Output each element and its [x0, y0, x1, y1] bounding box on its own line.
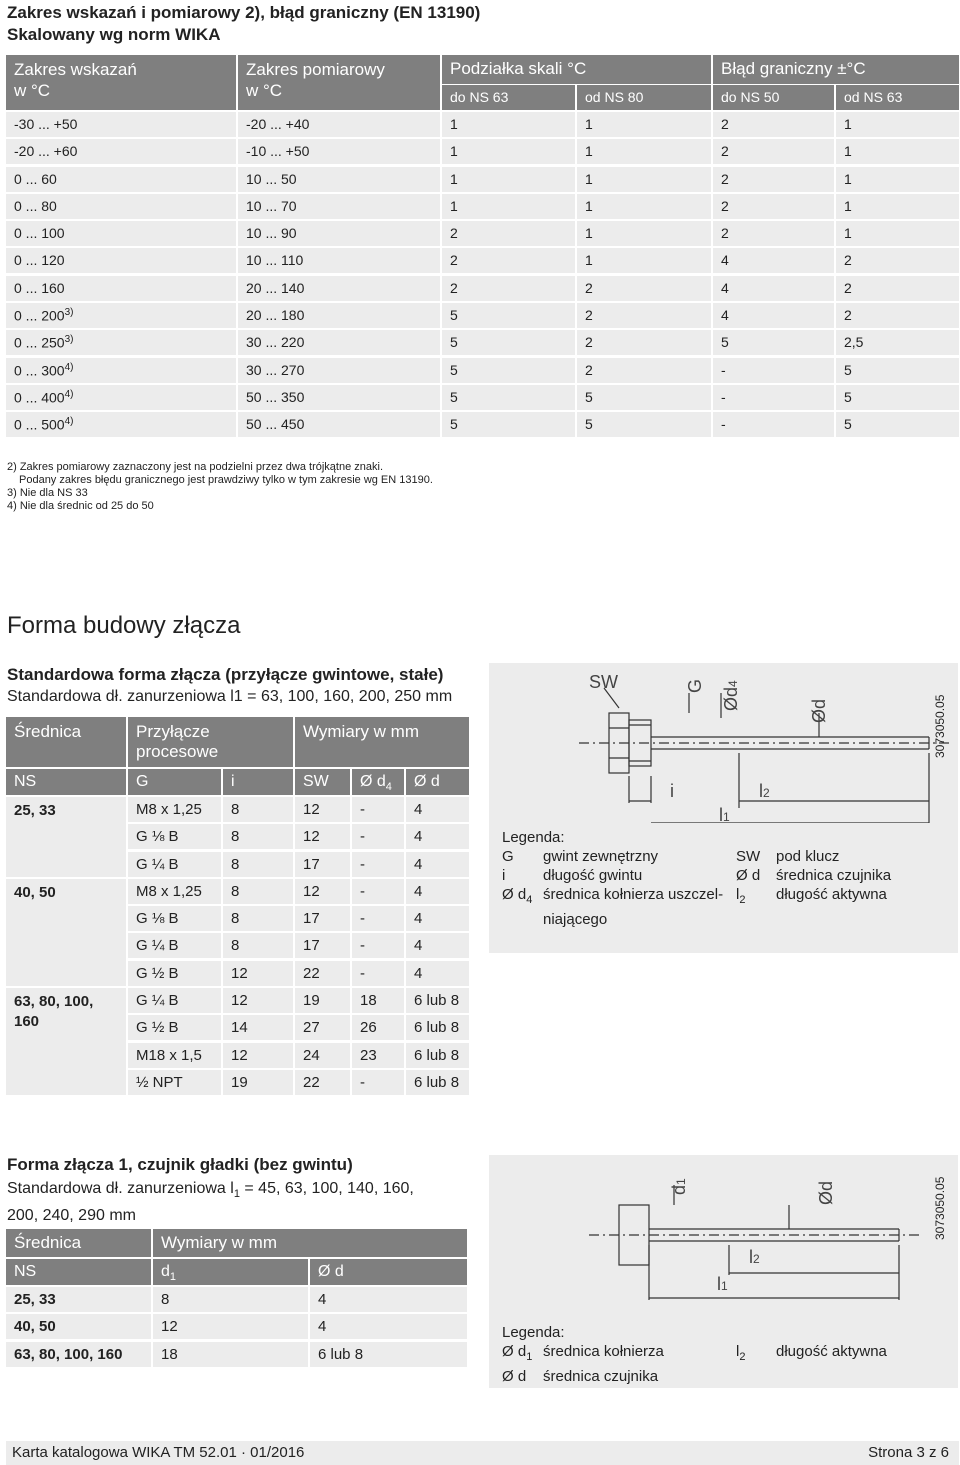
header-process-connection: Przyłącze procesowe: [128, 717, 293, 767]
table-cell: 1: [577, 221, 711, 246]
sub-header-2: od NS 80: [577, 85, 711, 110]
legend-item: i długość gwintu: [502, 867, 643, 884]
sub-sw: SW: [295, 769, 350, 795]
label-d1: d1: [669, 1178, 689, 1195]
table-row: [6, 1342, 467, 1369]
table-cell: 1: [836, 139, 959, 164]
table-cell: 5: [442, 358, 575, 383]
table-cell: 10 ... 50: [238, 167, 440, 192]
table-cell: 5: [836, 385, 959, 410]
table-cell: 10 ... 70: [238, 194, 440, 219]
table-cell: 2: [713, 112, 834, 137]
table-cell: 4: [310, 1314, 467, 1339]
section2-immersion: Standardowa dł. zanurzeniowa $l_1 = 45$, 63, 100, 140, 160, 200, 240, 290 mm: [7, 1180, 414, 1225]
legend-item: Ø d średnica czujnika: [736, 867, 892, 884]
table-cell: 6 lub 8: [406, 1043, 469, 1068]
table-cell: 27: [295, 1015, 350, 1040]
drawing-panel-1: [489, 663, 958, 953]
label-l1: l1: [717, 1274, 728, 1294]
label-l2: l2: [759, 781, 770, 801]
section-title: Forma budowy złącza: [7, 612, 241, 639]
table-cell: 5: [836, 412, 959, 437]
table-row: [6, 328, 959, 355]
table-cell: 22: [295, 1070, 350, 1095]
table-cell: 1: [836, 167, 959, 192]
table-cell: G ⅛ B: [128, 906, 221, 931]
table-cell: 4: [406, 797, 469, 822]
table-row: [6, 192, 959, 219]
header-diameter: Średnica: [6, 1229, 151, 1257]
table-cell: 5: [577, 412, 711, 437]
table-cell: 30 ... 220: [238, 330, 440, 355]
table-cell: 1: [442, 194, 575, 219]
table-cell: 63, 80, 100, 160: [6, 1342, 151, 1367]
footnotes: [7, 461, 607, 513]
header-dimensions: Wymiary w mm: [295, 717, 469, 767]
table-row: [6, 383, 959, 410]
section2-heading: Forma złącza 1, czujnik gładki (bez gwintu): [7, 1155, 353, 1174]
table-cell: -: [713, 385, 834, 410]
table-cell: 8: [223, 933, 293, 958]
table-cell: -: [713, 412, 834, 437]
sub-d: Ø d: [406, 769, 469, 795]
table-cell: -: [352, 933, 404, 958]
legend-1-right: [736, 847, 891, 910]
table-cell: 0 ... 300$^{4)}$: [6, 358, 236, 383]
sub-ns: NS: [6, 769, 126, 795]
header-error-limit: Błąd graniczny ±°C: [713, 55, 959, 84]
table-cell: G ⅛ B: [128, 824, 221, 849]
table-cell: 0 ... 400$^{4)}$: [6, 385, 236, 410]
table-cell: 5: [442, 412, 575, 437]
table-cell: 12: [295, 879, 350, 904]
table-cell: 10 ... 90: [238, 221, 440, 246]
table-cell: 2: [836, 303, 959, 328]
legend-item: SW pod klucz: [736, 848, 840, 865]
table-row: [6, 165, 959, 192]
table-cell: M18 x 1,5: [128, 1043, 221, 1068]
legend-item: G gwint zewnętrzny: [502, 848, 659, 865]
table-cell: 1: [577, 194, 711, 219]
table-cell: 20 ... 140: [238, 276, 440, 301]
flange-drawing: [489, 1155, 958, 1305]
table-cell: -: [352, 961, 404, 986]
label-i: i: [670, 781, 674, 801]
table-cell: 19: [223, 1070, 293, 1095]
table-cell: 14: [223, 1015, 293, 1040]
sub-header-4: od NS 63: [836, 85, 959, 110]
table-row: [6, 1287, 467, 1314]
footnote: 2) Zakres pomiarowy zaznaczony jest na podzielni przez dwa trójkątne znaki.: [7, 461, 384, 473]
table-cell: 2: [577, 303, 711, 328]
drawing-code: 3073050.05: [933, 1176, 947, 1240]
table-cell: 0 ... 60: [6, 167, 236, 192]
table-cell: G ½ B: [128, 961, 221, 986]
connection-table-body: [6, 797, 469, 1097]
table-cell: ½ NPT: [128, 1070, 221, 1095]
table-cell: 2: [577, 330, 711, 355]
table-cell: 0 ... 500$^{4)}$: [6, 412, 236, 437]
label-sw: SW: [589, 672, 618, 692]
label-l2: l2: [749, 1247, 760, 1267]
table-cell: M8 x 1,25: [128, 879, 221, 904]
table-cell: -20 ... +60: [6, 139, 236, 164]
table-cell: 17: [295, 906, 350, 931]
table-cell: 2: [577, 358, 711, 383]
table-row: [6, 301, 959, 328]
legend-1: [502, 828, 723, 929]
sub-ns: NS: [6, 1259, 151, 1285]
table-cell: -: [352, 824, 404, 849]
table-cell: -: [352, 879, 404, 904]
table-cell: 12: [295, 824, 350, 849]
table-cell: 1: [577, 139, 711, 164]
table-cell: 5: [836, 358, 959, 383]
table-cell: 4: [406, 879, 469, 904]
table-cell: 4: [713, 248, 834, 273]
legend-2-right: [736, 1342, 887, 1367]
table-cell: 20 ... 180: [238, 303, 440, 328]
table-cell: G ¼ B: [128, 933, 221, 958]
table-cell: -: [352, 906, 404, 931]
label-d: Ød: [809, 698, 829, 723]
table-row: [6, 246, 959, 273]
table-cell: 18: [153, 1342, 308, 1367]
table-cell: 24: [295, 1043, 350, 1068]
header-display-range: Zakres wskazań w °C: [6, 55, 236, 110]
header-measuring-range: Zakres pomiarowy w °C: [238, 55, 440, 110]
table-cell: -: [713, 358, 834, 383]
table-cell: 6 lub 8: [406, 1015, 469, 1040]
table-cell: 12: [223, 961, 293, 986]
table-cell: 12: [153, 1314, 308, 1339]
table-cell: 2: [442, 221, 575, 246]
sub-i: i: [223, 769, 293, 795]
table-cell: 1: [442, 167, 575, 192]
table-cell: 8: [153, 1287, 308, 1312]
table-cell: 8: [223, 797, 293, 822]
table-cell: 2,5: [836, 330, 959, 355]
table-cell: 2: [713, 194, 834, 219]
table-cell: 1: [577, 112, 711, 137]
table-cell: 4: [406, 961, 469, 986]
drawing-panel-2: [489, 1155, 958, 1388]
table-cell: -: [352, 797, 404, 822]
table-cell: -: [352, 852, 404, 877]
table-cell: 2: [713, 139, 834, 164]
table-cell: 0 ... 250$^{3)}$: [6, 330, 236, 355]
table-cell: 18: [352, 988, 404, 1013]
label-d: Ød: [816, 1180, 836, 1205]
table-cell: G ¼ B: [128, 852, 221, 877]
table-cell: 5: [442, 303, 575, 328]
table-cell: 1: [577, 248, 711, 273]
flange-table-body: [6, 1287, 467, 1369]
table-row: [6, 137, 959, 164]
table-cell: 8: [223, 824, 293, 849]
table-cell: 1: [442, 112, 575, 137]
table-cell: 22: [295, 961, 350, 986]
footnote: 4) Nie dla średnic od 25 do 50: [7, 500, 154, 512]
range-table-body: [6, 110, 959, 438]
table-cell: 1: [577, 167, 711, 192]
table-cell: 2: [836, 276, 959, 301]
label-l1: l1: [719, 805, 730, 823]
table-cell: 2: [442, 248, 575, 273]
table-cell: 1: [836, 194, 959, 219]
legend-item: Ø d średnica czujnika: [502, 1368, 659, 1385]
header-diameter: Średnica: [6, 717, 126, 767]
table-cell: M8 x 1,25: [128, 797, 221, 822]
sub-header-1: do NS 63: [442, 85, 575, 110]
table-cell: 6 lub 8: [406, 1070, 469, 1095]
table-cell: 2: [836, 248, 959, 273]
header-scale-division: Podziałka skali °C: [442, 55, 711, 84]
table-cell-ns: 63, 80, 100, 160: [6, 988, 126, 1095]
label-d4: Ød4: [721, 680, 741, 711]
table-cell: 5: [442, 385, 575, 410]
table-cell: 0 ... 80: [6, 194, 236, 219]
footnote: Podany zakres błędu granicznego jest prawdziwy tylko w tym zakresie wg EN 13190.: [19, 474, 433, 486]
table-cell: 50 ... 450: [238, 412, 440, 437]
section1-immersion: Standardowa dł. zanurzeniowa l1 = 63, 100, 160, 200, 250 mm: [7, 688, 453, 705]
table-cell: 17: [295, 933, 350, 958]
table-cell: -30 ... +50: [6, 112, 236, 137]
table-row: [6, 110, 959, 137]
table-row: [6, 219, 959, 246]
connection-drawing: [489, 663, 958, 823]
table-cell: 4: [406, 852, 469, 877]
table-cell: 8: [223, 906, 293, 931]
table-cell: 0 ... 160: [6, 276, 236, 301]
table-cell: 40, 50: [6, 1314, 151, 1339]
table-row: [6, 1314, 467, 1341]
table-cell: 50 ... 350: [238, 385, 440, 410]
legend-item: $l_2$ długość aktywna: [736, 886, 887, 906]
table-cell: -20 ... +40: [238, 112, 440, 137]
legend-title: Legenda:: [502, 1324, 565, 1341]
table-cell: G ½ B: [128, 1015, 221, 1040]
title-line-1: Zakres wskazań i pomiarowy 2), błąd graniczny (EN 13190): [7, 3, 481, 22]
table-cell: 12: [223, 988, 293, 1013]
footer-left: Karta katalogowa WIKA TM 52.01 · 01/2016: [12, 1444, 305, 1461]
table-cell: 5: [713, 330, 834, 355]
table-cell: 4: [406, 906, 469, 931]
table-cell: 25, 33: [6, 1287, 151, 1312]
label-g: G: [685, 678, 705, 693]
range-table-header: [6, 55, 959, 110]
table-cell: 23: [352, 1043, 404, 1068]
table-cell: 17: [295, 852, 350, 877]
table-cell: G ¼ B: [128, 988, 221, 1013]
sub-g: G: [128, 769, 221, 795]
page-title: [7, 2, 480, 46]
table-cell: 2: [442, 276, 575, 301]
legend-title: Legenda:: [502, 829, 565, 846]
table-cell: 2: [713, 167, 834, 192]
table-cell: 1: [836, 221, 959, 246]
table-cell: 6 lub 8: [310, 1342, 467, 1367]
connection-table: [6, 717, 469, 1097]
table-cell: 2: [577, 276, 711, 301]
legend-item: niającego: [543, 911, 608, 928]
table-cell: 12: [223, 1043, 293, 1068]
footer-right: Strona 3 z 6: [868, 1444, 949, 1461]
table-cell: 1: [442, 139, 575, 164]
table-cell: 4: [310, 1287, 467, 1312]
footnote: 3) Nie dla NS 33: [7, 487, 88, 499]
table-cell: 10 ... 110: [238, 248, 440, 273]
table-cell: -: [352, 1070, 404, 1095]
footer: [6, 1441, 959, 1465]
table-cell: 2: [713, 221, 834, 246]
section1-heading: Standardowa forma złącza (przyłącze gwintowe, stałe): [7, 665, 444, 684]
table-cell: 4: [406, 824, 469, 849]
sub-header-3: do NS 50: [713, 85, 834, 110]
table-cell-ns: 25, 33: [6, 797, 126, 877]
table-cell: 19: [295, 988, 350, 1013]
table-cell: 4: [406, 933, 469, 958]
table-cell: 0 ... 100: [6, 221, 236, 246]
table-cell: 5: [442, 330, 575, 355]
table-cell: 1: [836, 112, 959, 137]
table-cell-ns: 40, 50: [6, 879, 126, 986]
table-row: [6, 410, 959, 437]
sub-d: Ø d: [310, 1259, 467, 1285]
legend-item: Ø $d_1$ średnica kołnierza: [502, 1343, 664, 1363]
table-cell: 8: [223, 879, 293, 904]
table-cell: 12: [295, 797, 350, 822]
table-row: [6, 274, 959, 301]
sub-d1: $d_1$: [153, 1259, 308, 1285]
table-cell: 4: [713, 276, 834, 301]
table-cell: 6 lub 8: [406, 988, 469, 1013]
range-table: [6, 55, 959, 438]
table-cell: 8: [223, 852, 293, 877]
legend-item: Ø $d_4$ średnica kołnierza uszczel-: [502, 886, 724, 906]
legend-2: [502, 1323, 664, 1386]
legend-item: $l_2$ długość aktywna: [736, 1343, 887, 1363]
flange-table: [6, 1229, 467, 1369]
table-cell: 26: [352, 1015, 404, 1040]
table-cell: 0 ... 120: [6, 248, 236, 273]
sub-d4: Ø $d_4$: [352, 769, 404, 795]
drawing-code: 3073050.05: [933, 694, 947, 758]
header-dimensions: Wymiary w mm: [153, 1229, 467, 1257]
title-line-2: Skalowany wg norm WIKA: [7, 25, 221, 44]
table-cell: 4: [713, 303, 834, 328]
table-cell: -10 ... +50: [238, 139, 440, 164]
table-cell: 30 ... 270: [238, 358, 440, 383]
table-cell: 5: [577, 385, 711, 410]
table-cell: 0 ... 200$^{3)}$: [6, 303, 236, 328]
table-row: [6, 356, 959, 383]
